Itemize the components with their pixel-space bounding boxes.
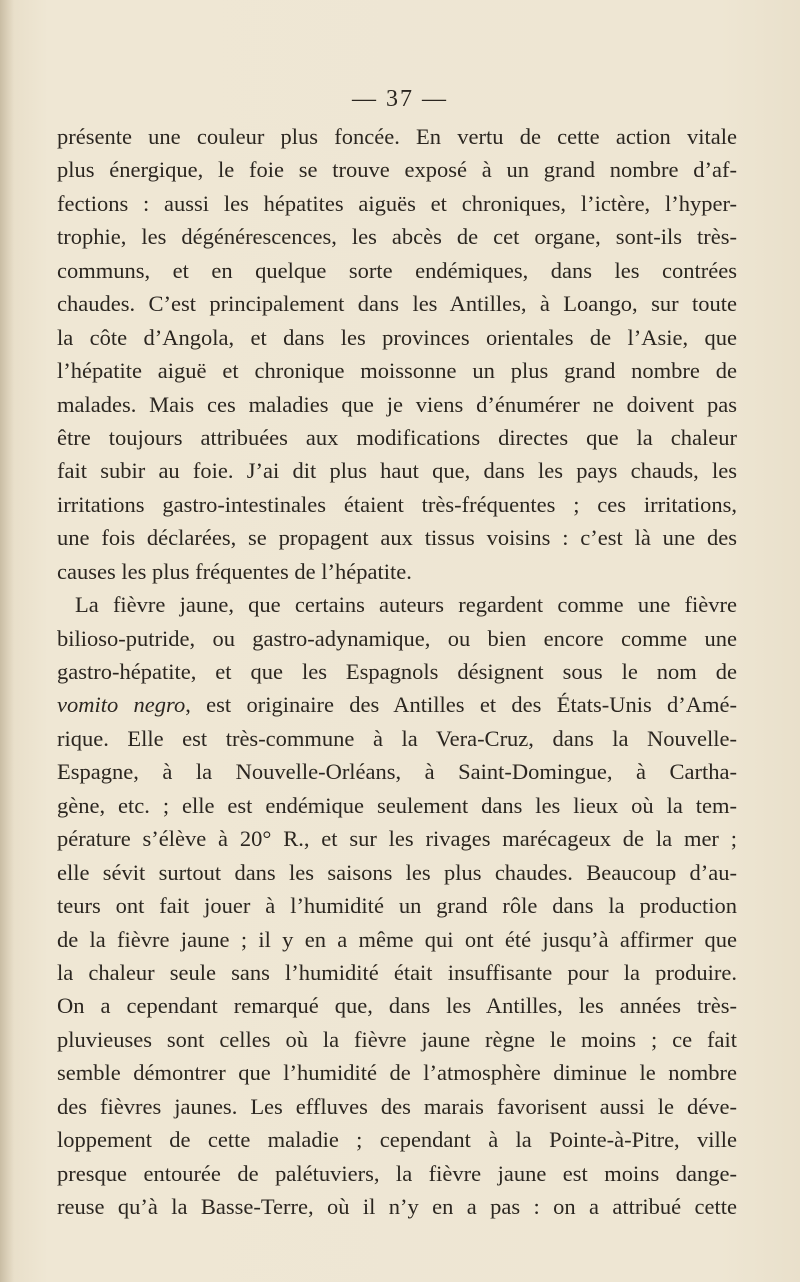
- text-line: trophie, les dégénérescences, les abcès de cet organe, sont-ils très-: [57, 224, 737, 250]
- text-line: On a cependant remarqué que, dans les Antilles, les années très-: [57, 993, 737, 1019]
- paragraph-start-line: La fièvre jaune, que certains auteurs regardent comme une fièvre: [75, 592, 737, 618]
- text-line: loppement de cette maladie ; cependant à la Pointe-à-Pitre, ville: [57, 1127, 737, 1153]
- text-line: fait subir au foie. J’ai dit plus haut que, dans les pays chauds, les: [57, 458, 737, 484]
- text-line: irritations gastro-intestinales étaient très-fréquentes ; ces irritations,: [57, 491, 737, 517]
- text-line: malades. Mais ces maladies que je viens d’énumérer ne doivent pas: [57, 391, 737, 417]
- text-line: elle sévit surtout dans les saisons les plus chaudes. Beaucoup d’au-: [57, 859, 737, 885]
- text-line: être toujours attribuées aux modifications directes que la chaleur: [57, 424, 737, 450]
- page-number: — 37 —: [352, 86, 448, 112]
- text-line: de la fièvre jaune ; il y en a même qui ont été jusqu’à affirmer que: [57, 926, 737, 952]
- text-line: des fièvres jaunes. Les effluves des marais favorisent aussi le déve-: [57, 1093, 737, 1119]
- text-line: plus énergique, le foie se trouve exposé à un grand nombre d’af-: [57, 157, 737, 183]
- text-line: presque entourée de palétuviers, la fièvre jaune est moins dange-: [57, 1160, 737, 1186]
- text-line: pérature s’élève à 20° R., et sur les rivages marécageux de la mer ;: [57, 826, 737, 852]
- text-line: Espagne, à la Nouvelle-Orléans, à Saint-Domingue, à Cartha-: [57, 759, 737, 785]
- text-line: teurs ont fait jouer à l’humidité un grand rôle dans la production: [57, 893, 737, 919]
- text-line: semble démontrer que l’humidité de l’atmosphère diminue le nombre: [57, 1060, 737, 1086]
- text-line: la côte d’Angola, et dans les provinces orientales de l’Asie, que: [57, 324, 737, 350]
- text-line: rique. Elle est très-commune à la Vera-Cruz, dans la Nouvelle-: [57, 725, 737, 751]
- paragraph-end-line: causes les plus fréquentes de l’hépatite.: [57, 558, 412, 584]
- text-line-rest: , est originaire des Antilles et des États-Unis d’Amé-: [185, 692, 737, 718]
- italic-term: vomito negro: [57, 692, 186, 718]
- text-line: pluvieuses sont celles où la fièvre jaune règne le moins ; ce fait: [57, 1026, 737, 1052]
- text-line: chaudes. C’est principalement dans les Antilles, à Loango, sur toute: [57, 291, 737, 317]
- text-line: reuse qu’à la Basse-Terre, où il n’y en a pas : on a attribué cette: [57, 1194, 737, 1219]
- text-line: fections : aussi les hépatites aiguës et chroniques, l’ictère, l’hyper-: [57, 190, 737, 216]
- text-line: présente une couleur plus foncée. En vertu de cette action vitale: [57, 124, 737, 149]
- text-line: communs, et en quelque sorte endémiques, dans les contrées: [57, 257, 737, 283]
- text-line: bilioso-putride, ou gastro-adynamique, ou bien encore comme une: [57, 625, 737, 651]
- body-text: [57, 120, 737, 1223]
- page-spine-shadow: [0, 0, 14, 1282]
- text-line: gène, etc. ; elle est endémique seulement dans les lieux où la tem-: [57, 792, 737, 818]
- text-line-with-italic: [57, 688, 737, 721]
- text-line: une fois déclarées, se propagent aux tissus voisins : c’est là une des: [57, 525, 737, 551]
- text-line: gastro-hépatite, et que les Espagnols désignent sous le nom de: [57, 659, 737, 684]
- text-line: l’hépatite aiguë et chronique moissonne un plus grand nombre de: [57, 358, 737, 384]
- text-line: la chaleur seule sans l’humidité était insuffisante pour la produire.: [57, 959, 737, 985]
